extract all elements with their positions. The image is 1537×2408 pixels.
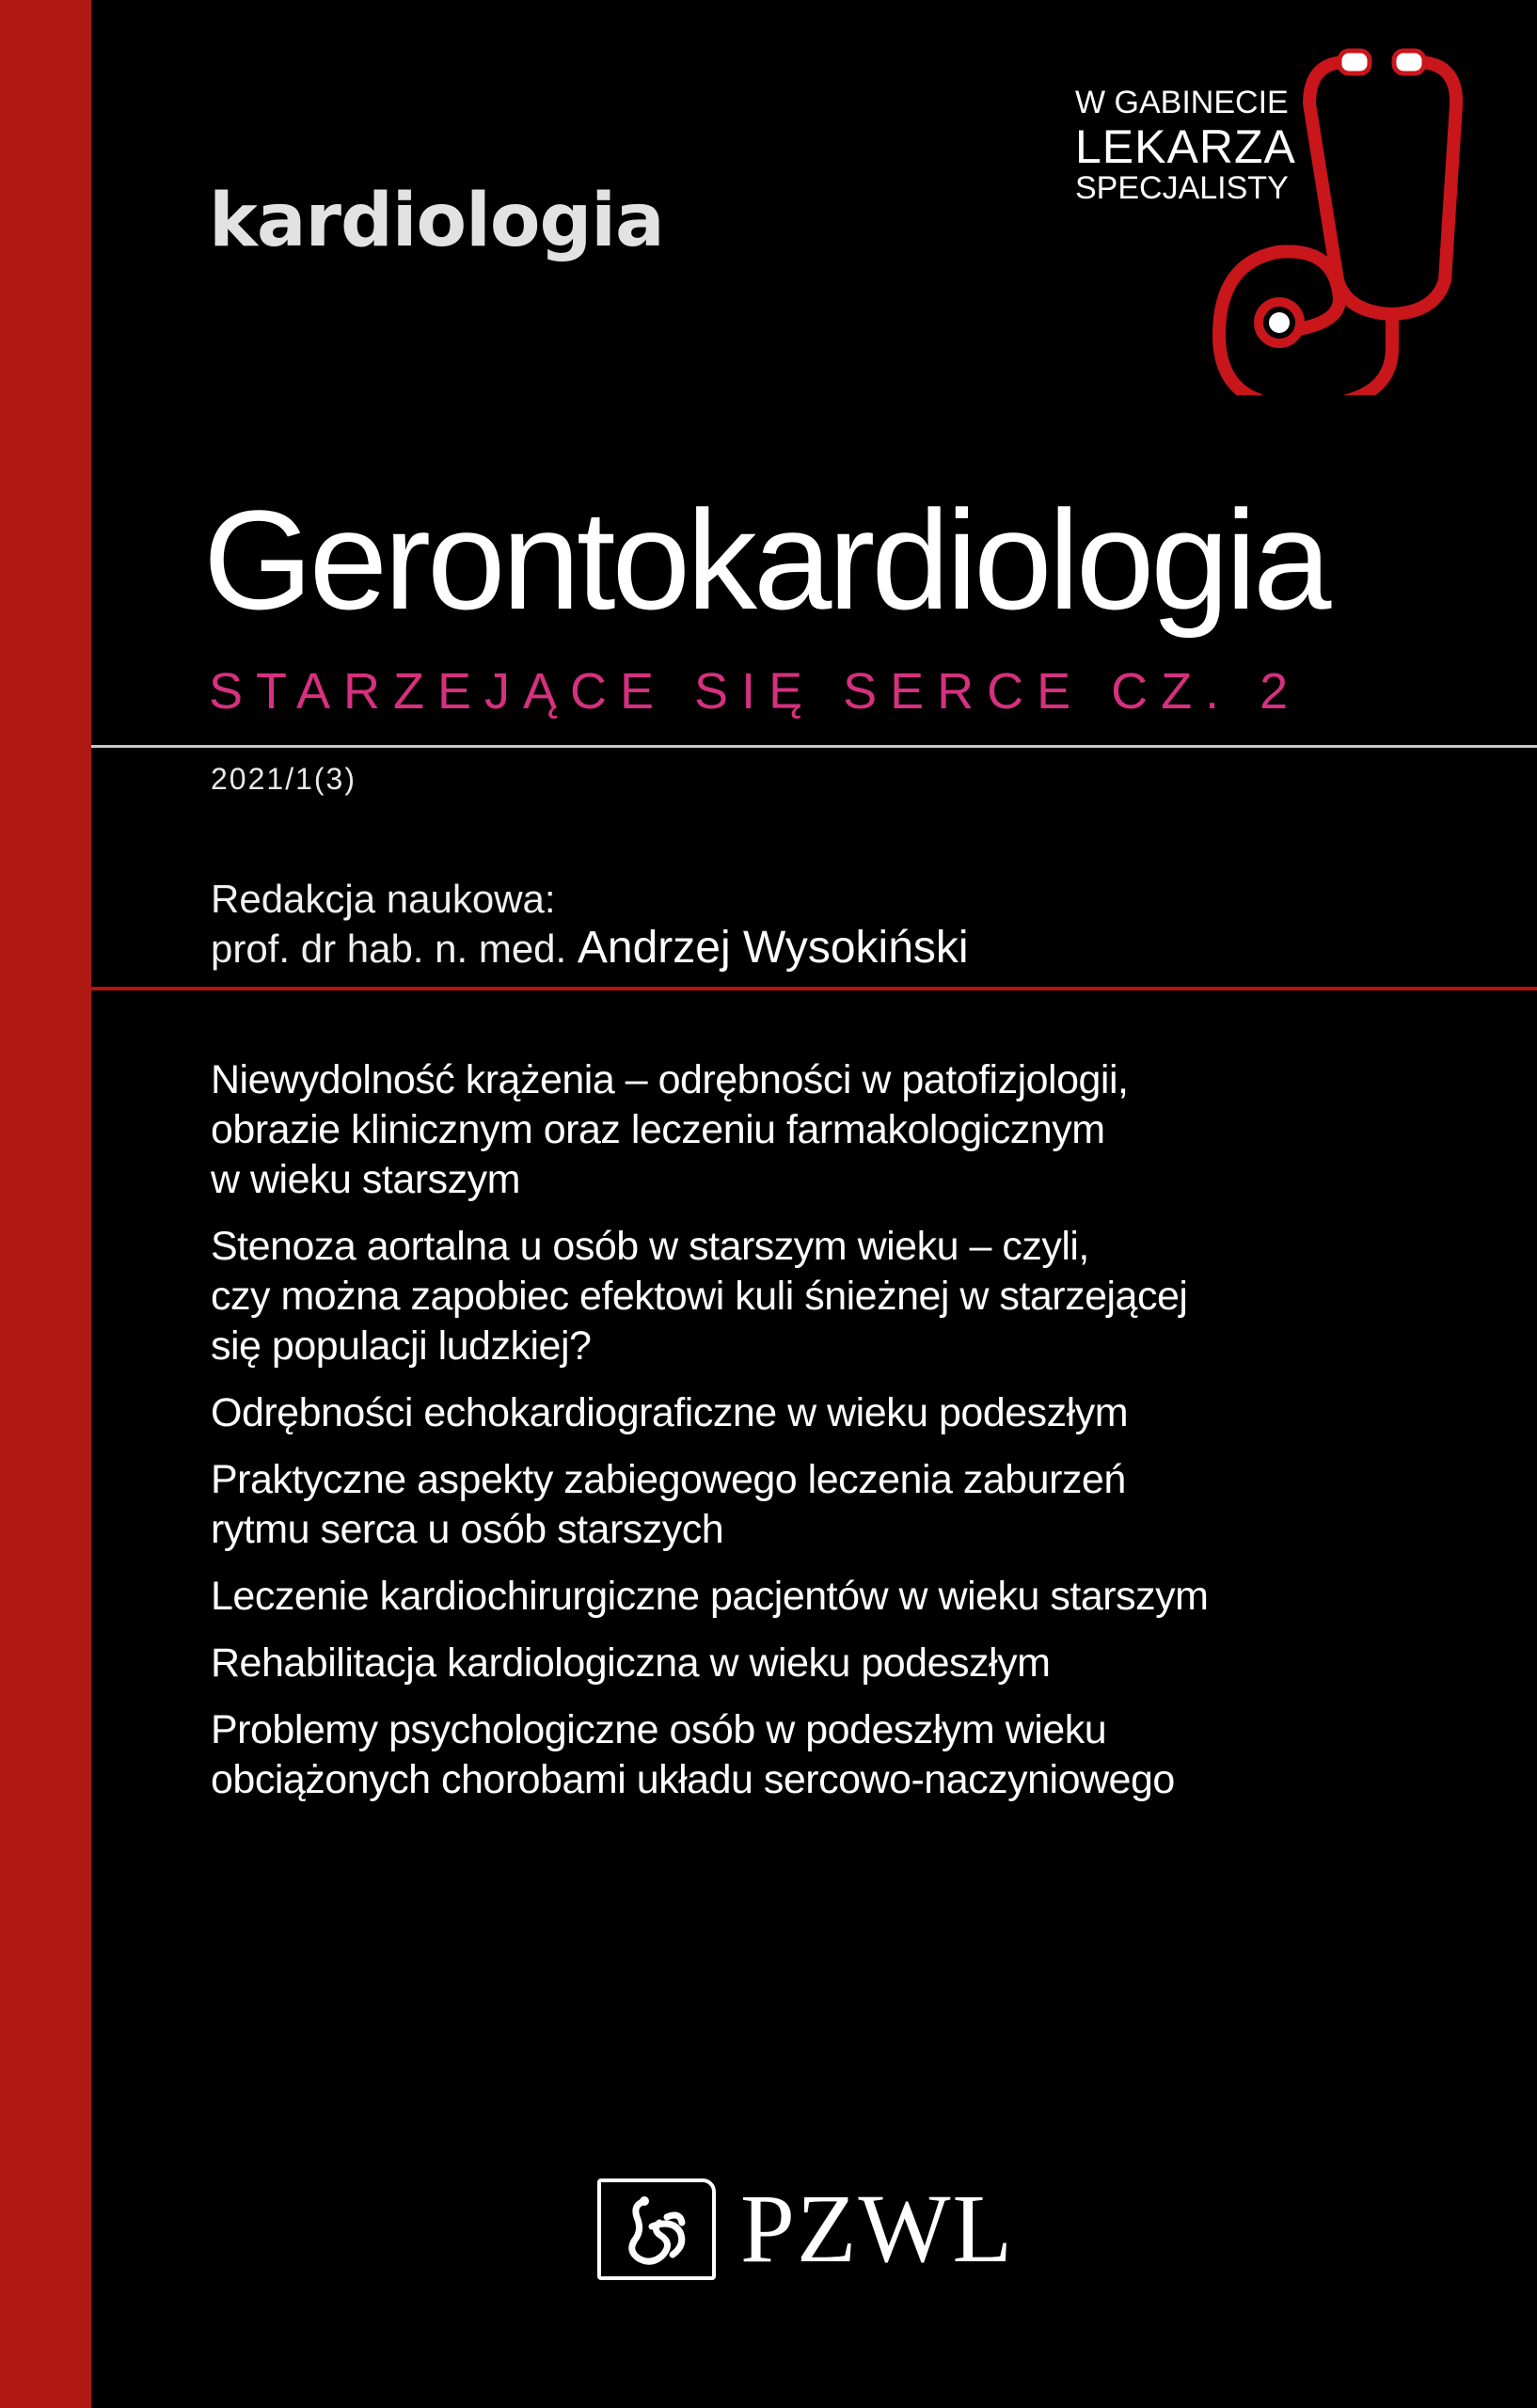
editor-name: Andrzej Wysokiński bbox=[577, 923, 969, 973]
logo-line-2: LEKARZA bbox=[1075, 120, 1296, 173]
issue-number: 2021/1(3) bbox=[211, 762, 357, 796]
article-line: rytmu serca u osób starszych bbox=[211, 1507, 724, 1552]
article-line: Praktyczne aspekty zabiegowego leczenia zaburzeń bbox=[211, 1457, 1126, 1502]
article-item bbox=[211, 1639, 1434, 1688]
article-line: obrazie klinicznym oraz leczeniu farmakologicznym bbox=[211, 1107, 1105, 1152]
editor-block bbox=[211, 875, 969, 974]
gray-divider bbox=[91, 745, 1537, 748]
article-line: Leczenie kardiochirurgiczne pacjentów w wieku starszym bbox=[211, 1574, 1209, 1619]
publisher-name: PZWL bbox=[740, 2175, 1015, 2283]
editor-label: Redakcja naukowa: bbox=[211, 877, 556, 921]
publisher-logo bbox=[597, 2175, 1015, 2283]
article-line: Problemy psychologiczne osób w podeszłym wieku bbox=[211, 1707, 1107, 1752]
article-line: Rehabilitacja kardiologiczna w wieku podeszłym bbox=[211, 1640, 1051, 1686]
book-subtitle: STARZEJĄCE SIĘ SERCE CZ. 2 bbox=[209, 663, 1302, 720]
article-line: obciążonych chorobami układu sercowo-naczyniowego bbox=[211, 1757, 1175, 1802]
red-side-bar bbox=[0, 0, 91, 2408]
article-item bbox=[211, 1705, 1434, 1805]
article-item bbox=[211, 1388, 1434, 1438]
series-label: kardiologia bbox=[209, 179, 664, 263]
red-divider bbox=[91, 987, 1537, 990]
article-item bbox=[211, 1222, 1434, 1371]
logo-line-3: SPECJALISTY bbox=[1075, 170, 1289, 206]
logo-line-1: W GABINECIE bbox=[1075, 85, 1289, 120]
article-line: się populacji ludzkiej? bbox=[211, 1323, 592, 1369]
article-line: Odrębności echokardiograficzne w wieku podeszłym bbox=[211, 1390, 1129, 1435]
article-line: czy można zapobiec efektowi kuli śnieżnej w starzejącej bbox=[211, 1274, 1188, 1319]
stethoscope-icon bbox=[1166, 38, 1486, 395]
book-title: Gerontokardiologia bbox=[203, 481, 1328, 639]
article-line: Niewydolność krążenia – odrębności w patofizjologii, bbox=[211, 1057, 1129, 1102]
article-item bbox=[211, 1055, 1434, 1205]
editor-line bbox=[211, 924, 969, 974]
snake-logo-icon bbox=[597, 2178, 716, 2280]
article-line: w wieku starszym bbox=[211, 1157, 520, 1202]
article-item bbox=[211, 1455, 1434, 1555]
article-line: Stenoza aortalna u osób w starszym wieku – czyli, bbox=[211, 1224, 1089, 1269]
article-list bbox=[211, 1055, 1434, 1822]
article-item bbox=[211, 1572, 1434, 1622]
editor-title-prefix: prof. dr hab. n. med. bbox=[211, 927, 567, 971]
